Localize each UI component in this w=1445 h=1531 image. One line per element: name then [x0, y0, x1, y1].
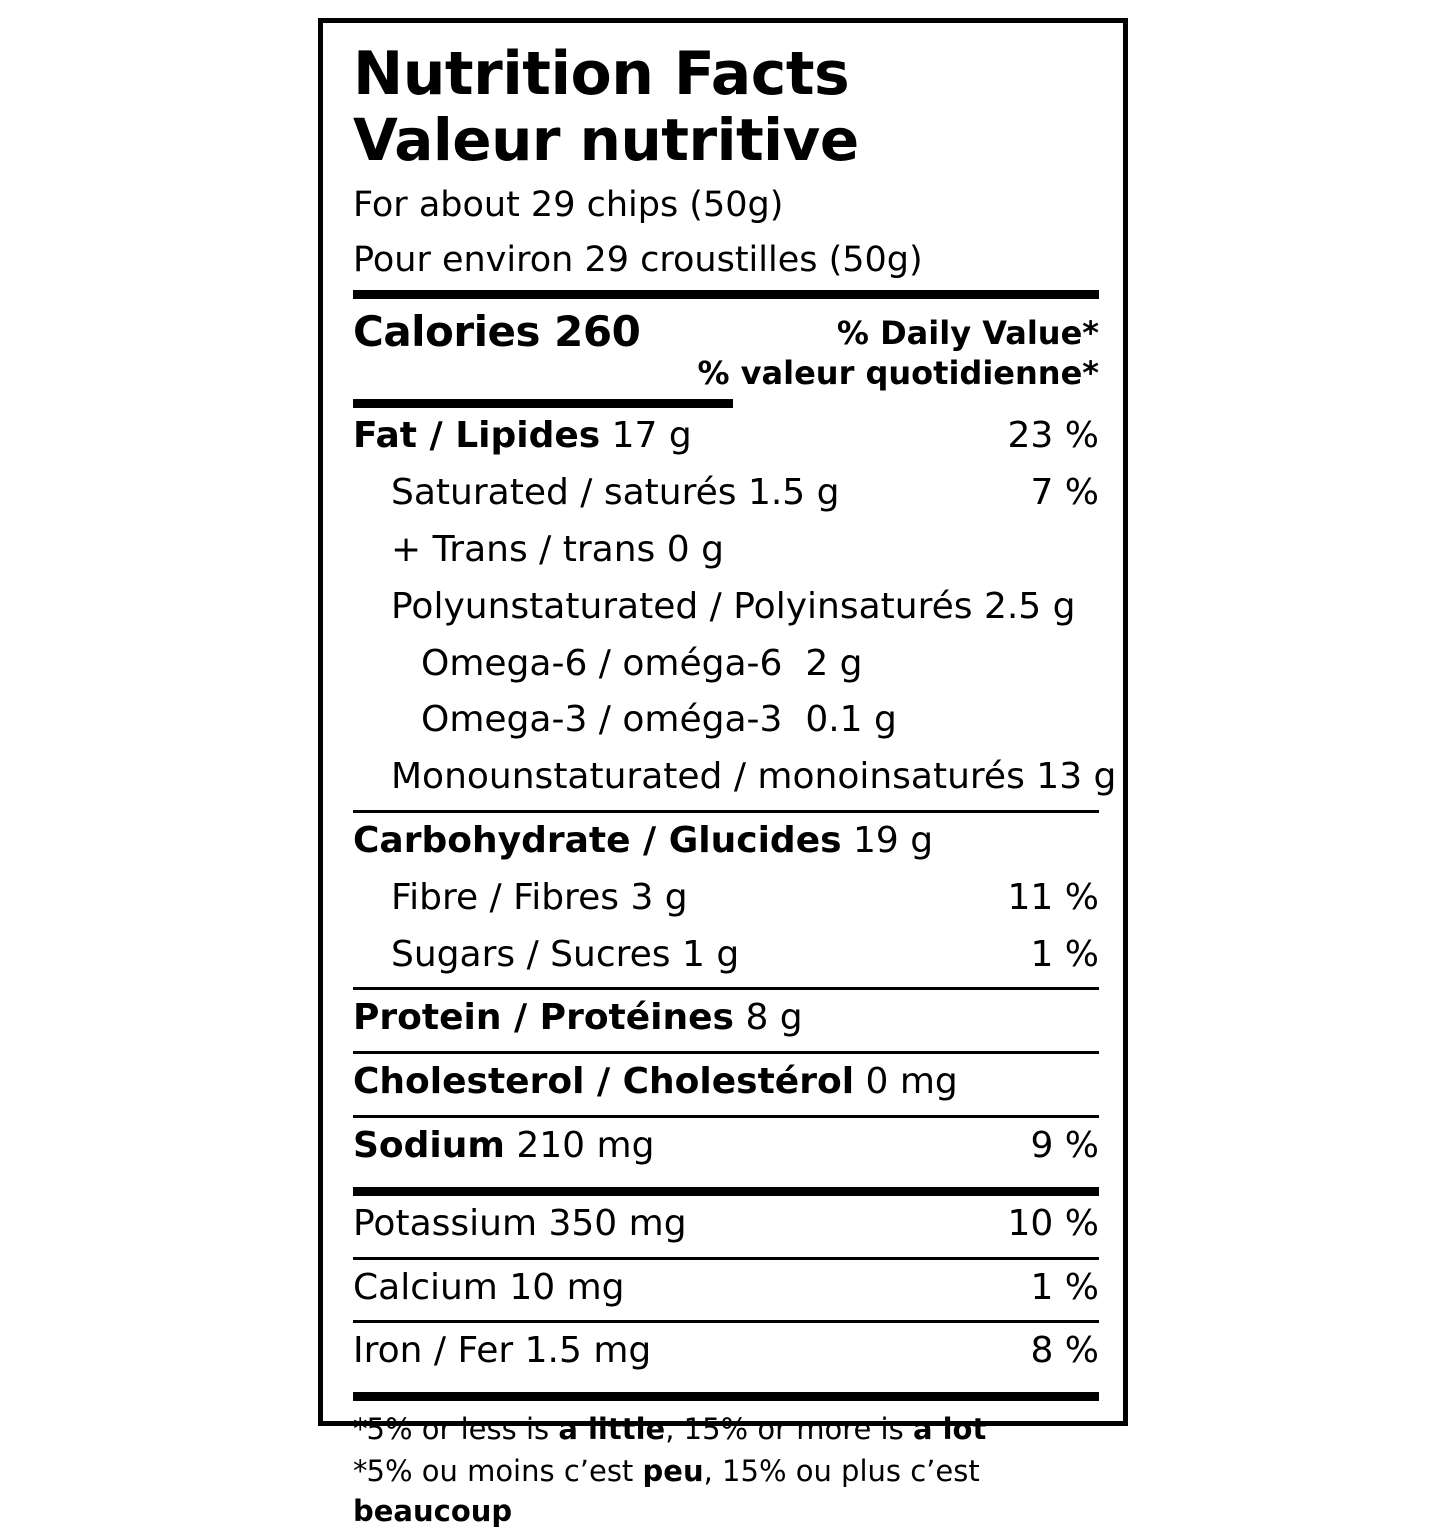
daily-value-header-en: % Daily Value*: [836, 314, 1099, 353]
divider-under-calories: [353, 399, 733, 408]
nutrient-name: Sugars / Sucres: [391, 933, 671, 975]
nutrient-amount: 2.5 g: [983, 585, 1076, 627]
footnote-en-bold1: a little: [558, 1412, 666, 1447]
serving-size-fr: Pour environ 29 croustilles (50g): [353, 239, 923, 280]
nutrient-name: Polyunstaturated / Polyinsaturés: [391, 585, 973, 627]
nutrient-amount: 0 g: [666, 528, 724, 570]
nutrient-name: Potassium: [353, 1202, 538, 1244]
nutrient-amount: 8 g: [745, 997, 803, 1039]
nutrient-percent: 8 %: [1030, 1330, 1099, 1372]
nutrient-percent: 7 %: [1030, 472, 1099, 514]
table-row: [353, 1118, 1099, 1175]
nutrient-percent: 1 %: [1030, 933, 1099, 975]
nutrient-percent: 1 %: [1030, 1266, 1099, 1308]
nutrient-name: Carbohydrate / Glucides: [353, 819, 842, 861]
footnote-fr-part2: , 15% ou plus c’est: [703, 1454, 980, 1489]
nutrient-amount: 1.5 mg: [524, 1330, 652, 1372]
nutrient-percent: 9 %: [1030, 1124, 1099, 1166]
nutrient-name: Sodium: [353, 1124, 505, 1166]
table-row: [353, 1196, 1099, 1253]
nutrient-percent: 11 %: [1007, 876, 1099, 918]
table-row: [353, 813, 1099, 870]
nutrient-name: + Trans / trans: [391, 528, 656, 570]
footnote-fr: [353, 1449, 1099, 1531]
nutrient-percent: 10 %: [1007, 1202, 1099, 1244]
footnote-en-bold2: a lot: [912, 1412, 987, 1447]
nutrient-percent: 23 %: [1007, 415, 1099, 457]
nutrient-amount: 19 g: [852, 819, 934, 861]
table-row: [353, 1260, 1099, 1317]
table-row: [353, 636, 1099, 693]
footnote-fr-bold2: beaucoup: [353, 1494, 513, 1529]
table-row: [353, 1054, 1099, 1111]
footnote-en: [353, 1401, 1099, 1449]
table-row: [353, 465, 1099, 522]
nutrient-amount: 350 mg: [548, 1202, 687, 1244]
nutrient-name: Fat / Lipides: [353, 415, 601, 457]
nutrient-name: Saturated / saturés: [391, 472, 737, 514]
nutrient-name: Fibre / Fibres: [391, 876, 619, 918]
serving-size-en: For about 29 chips (50g): [353, 184, 784, 225]
nutrient-amount: 3 g: [630, 876, 688, 918]
table-row: [353, 870, 1099, 927]
nutrient-amount: 2 g: [805, 642, 863, 684]
table-row: [353, 408, 1099, 465]
calories-label: Calories 260: [353, 307, 641, 357]
nutrient-amount: 1.5 g: [747, 472, 840, 514]
table-row: [353, 579, 1099, 636]
footnote-fr-part1: 5% ou moins c’est: [366, 1454, 643, 1489]
table-row: [353, 1323, 1099, 1380]
label-title-en: Nutrition Facts: [353, 39, 850, 109]
nutrient-name: Monounstaturated / monoinsaturés: [391, 756, 1025, 798]
nutrient-amount: 0.1 g: [805, 699, 897, 741]
divider-before-footnote: [353, 1392, 1099, 1401]
table-row: [353, 927, 1099, 984]
divider-before-minerals: [353, 1187, 1099, 1196]
label-title-fr: Valeur nutritive: [353, 106, 859, 174]
nutrient-name: Omega-3 / oméga-3: [421, 699, 783, 741]
nutrient-amount: 10 mg: [509, 1266, 625, 1308]
daily-value-header-fr: % valeur quotidienne*: [697, 354, 1099, 393]
footnote-star-en: *: [353, 1412, 367, 1447]
table-row: [353, 522, 1099, 579]
nutrient-amount: 210 mg: [516, 1124, 655, 1166]
nutrition-facts-panel: [318, 18, 1128, 1529]
nutrient-amount: 13 g: [1036, 756, 1117, 798]
table-row: [353, 749, 1117, 806]
daily-value-header: [697, 307, 1099, 393]
nutrient-amount: 0 mg: [865, 1061, 958, 1103]
nutrient-name: Iron / Fer: [353, 1330, 514, 1372]
table-row: [353, 990, 1099, 1047]
nutrient-amount: 17 g: [611, 415, 692, 457]
nutrient-amount: 1 g: [681, 933, 740, 975]
footnote-en-part1: 5% or less is: [366, 1412, 559, 1447]
nutrient-name: Cholesterol / Cholestérol: [353, 1061, 855, 1103]
divider-after-serving: [353, 290, 1099, 299]
nutrient-name: Protein / Protéines: [353, 997, 734, 1039]
footnote-fr-bold1: peu: [642, 1454, 704, 1489]
nutrient-name: Omega-6 / oméga-6: [421, 642, 783, 684]
calories-row: [353, 299, 1099, 397]
nutrient-name: Calcium: [353, 1266, 498, 1308]
table-row: [353, 692, 1099, 749]
footnote-en-part2: , 15% or more is: [665, 1412, 913, 1447]
footnote-star-fr: *: [353, 1454, 367, 1489]
